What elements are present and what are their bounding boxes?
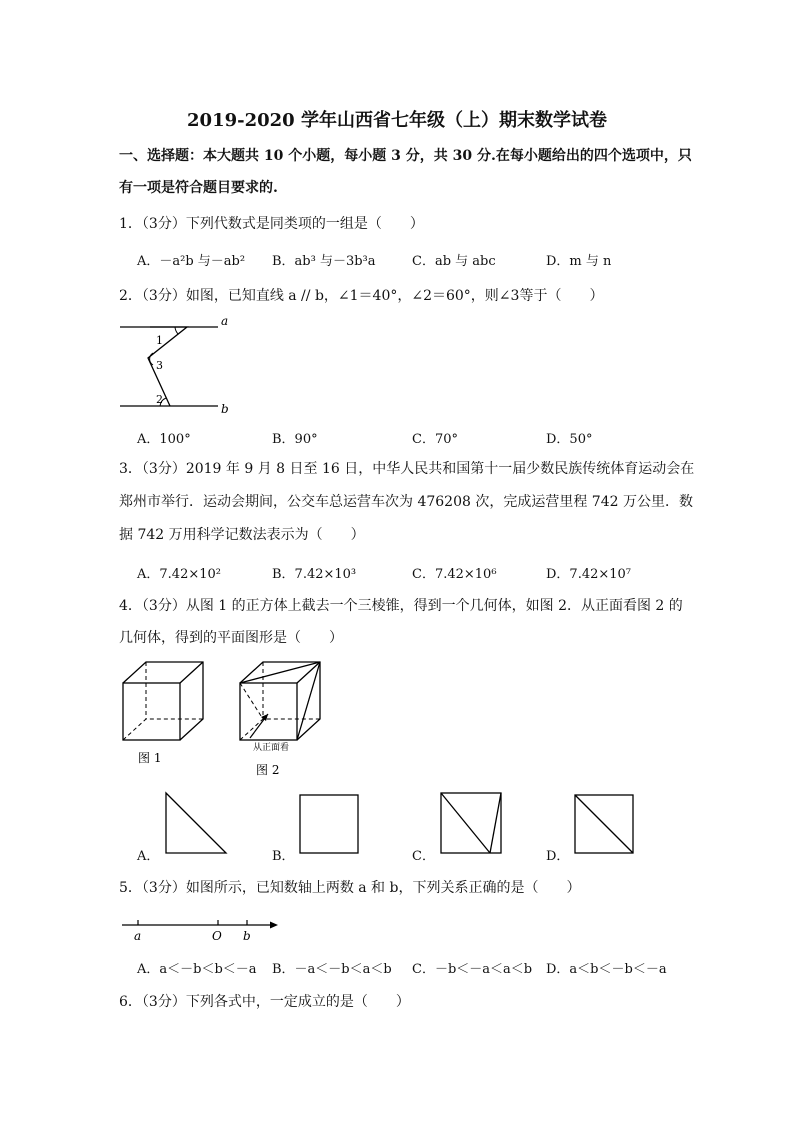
question-3-stem-line2: 郑州市举行．运动会期间，公交车总运营车次为 476208 次，完成运营里程 742 万公里．数 bbox=[119, 494, 693, 510]
question-3-stem-line3: 据 742 万用科学记数法表示为（ ） bbox=[119, 527, 365, 543]
label-origin: O bbox=[212, 929, 222, 943]
label-b: b bbox=[221, 402, 229, 416]
question-5-stem: 5．（3分）如图所示，已知数轴上两数 a 和 b，下列关系正确的是（ ） bbox=[119, 880, 581, 896]
label-angle-2: 2 bbox=[156, 393, 163, 406]
q5-option-d: D．a＜b＜－b＜－a bbox=[546, 962, 667, 977]
q4-option-c: C． bbox=[412, 849, 435, 864]
q4-option-a: A． bbox=[137, 849, 160, 864]
section-instructions-line1: 一、选择题：本大题共 10 个小题，每小题 3 分，共 30 分.在每小题给出的四个选项中，只 bbox=[119, 148, 692, 164]
q3-option-c: C．7.42×10⁶ bbox=[412, 567, 497, 582]
question-4-stem-line2: 几何体，得到的平面图形是（ ） bbox=[119, 630, 343, 646]
question-1-stem: 1．（3分）下列代数式是同类项的一组是（ ） bbox=[119, 216, 424, 232]
q1-option-d: D．m 与 n bbox=[546, 254, 612, 269]
q5-option-b: B．－a＜－b＜a＜b bbox=[272, 962, 392, 977]
figure-2-label: 图 2 bbox=[256, 763, 280, 777]
q1-option-c: C．ab 与 abc bbox=[412, 254, 496, 269]
q4-option-d: D． bbox=[546, 849, 570, 864]
page-title: 2019-2020 学年山西省七年级（上）期末数学试卷 bbox=[187, 110, 607, 131]
q3-option-b: B．7.42×10³ bbox=[272, 567, 357, 582]
q3-option-a: A．7.42×10² bbox=[137, 567, 221, 582]
section-instructions-line2: 有一项是符合题目要求的. bbox=[119, 180, 278, 196]
q5-option-a: A．a＜－b＜b＜－a bbox=[137, 962, 257, 977]
label-angle-3: 3 bbox=[156, 359, 163, 372]
q3-option-d: D．7.42×10⁷ bbox=[546, 567, 632, 582]
q2-option-a: A．100° bbox=[137, 432, 191, 447]
number-line-arrow bbox=[270, 922, 278, 929]
q1-option-b: B．ab³ 与－3b³a bbox=[272, 254, 376, 269]
q2-option-d: D．50° bbox=[546, 432, 593, 447]
question-3-stem-line1: 3．（3分）2019 年 9 月 8 日至 16 日，中华人民共和国第十一届少数民族传统体育运动会在 bbox=[119, 461, 695, 477]
q4-option-b: B． bbox=[272, 849, 295, 864]
q2-option-c: C．70° bbox=[412, 432, 458, 447]
figure-1-label: 图 1 bbox=[138, 751, 162, 765]
label-a: a bbox=[221, 314, 229, 328]
label-point-b: b bbox=[243, 929, 251, 943]
front-view-label: 从正面看 bbox=[253, 743, 290, 753]
question-2-stem: 2．（3分）如图，已知直线 a // b，∠1＝40°，∠2＝60°，则∠3等于（ ） bbox=[119, 288, 604, 304]
label-point-a: a bbox=[134, 929, 142, 943]
q5-option-c: C．－b＜－a＜a＜b bbox=[412, 962, 533, 977]
question-6-stem: 6．（3分）下列各式中，一定成立的是（ ） bbox=[119, 994, 410, 1010]
q1-option-a: A．－a²b 与－ab² bbox=[137, 254, 246, 269]
question-4-stem-line1: 4．（3分）从图 1 的正方体上截去一个三棱锥，得到一个几何体，如图 2．从正面看图 2 的 bbox=[119, 598, 683, 614]
label-angle-1: 1 bbox=[156, 334, 163, 347]
q2-option-b: B．90° bbox=[272, 432, 318, 447]
